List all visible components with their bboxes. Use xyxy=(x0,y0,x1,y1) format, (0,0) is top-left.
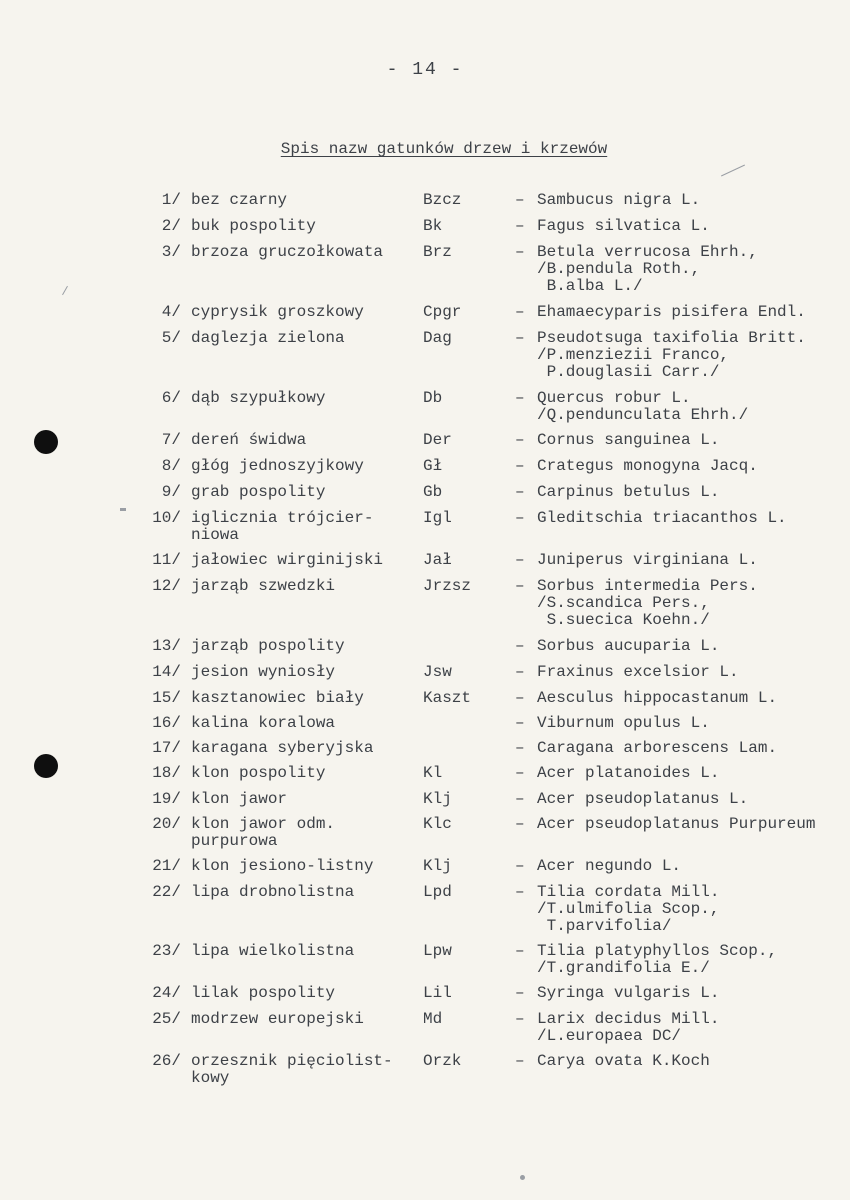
abbreviation: Klj xyxy=(423,790,452,808)
abbreviation: Der xyxy=(423,431,452,449)
entry-number: 26/ xyxy=(152,1052,181,1070)
entry-number: 4/ xyxy=(161,303,181,321)
separator-dash: – xyxy=(515,663,525,681)
polish-name: dąb szypułkowy xyxy=(191,389,326,407)
separator-dash: – xyxy=(515,483,525,501)
latin-name: Larix decidus Mill. /L.europaea DC/ xyxy=(537,1011,720,1045)
polish-name: głóg jednoszyjkowy xyxy=(191,457,364,475)
separator-dash: – xyxy=(515,942,525,960)
latin-name: Quercus robur L. /Q.pendunculata Ehrh./ xyxy=(537,390,749,424)
polish-name: jarząb pospolity xyxy=(191,637,345,655)
separator-dash: – xyxy=(515,551,525,569)
abbreviation: Orzk xyxy=(423,1052,462,1070)
entry-number: 8/ xyxy=(161,457,181,475)
separator-dash: – xyxy=(515,790,525,808)
latin-name: Acer platanoides L. xyxy=(537,765,720,782)
separator-dash: – xyxy=(515,883,525,901)
abbreviation: Lpw xyxy=(423,942,452,960)
abbreviation: Dag xyxy=(423,329,452,347)
latin-name: Juniperus virginiana L. xyxy=(537,552,758,569)
separator-dash: – xyxy=(515,764,525,782)
polish-name: lipa drobnolistna xyxy=(191,883,355,901)
separator-dash: – xyxy=(515,984,525,1002)
separator-dash: – xyxy=(515,637,525,655)
separator-dash: – xyxy=(515,577,525,595)
polish-name: daglezja zielona xyxy=(191,329,345,347)
latin-name: Fraxinus excelsior L. xyxy=(537,664,739,681)
dust-dot xyxy=(520,1175,525,1180)
abbreviation: Klc xyxy=(423,815,452,833)
abbreviation: Klj xyxy=(423,857,452,875)
polish-name: karagana syberyjska xyxy=(191,739,374,757)
separator-dash: – xyxy=(515,329,525,347)
latin-name: Crategus monogyna Jacq. xyxy=(537,458,758,475)
latin-name: Sorbus intermedia Pers. /S.scandica Pers., S.suecica Koehn./ xyxy=(537,578,758,629)
abbreviation: Jsw xyxy=(423,663,452,681)
latin-name: Cornus sanguinea L. xyxy=(537,432,720,449)
latin-name: Sambucus nigra L. xyxy=(537,192,701,209)
latin-name: Pseudotsuga taxifolia Britt. /P.menziezii Franco, P.douglasii Carr./ xyxy=(537,330,806,381)
abbreviation: Gł xyxy=(423,457,443,475)
polish-name: lipa wielkolistna xyxy=(191,942,355,960)
entry-number: 7/ xyxy=(161,431,181,449)
entry-number: 15/ xyxy=(152,689,181,707)
latin-name: Viburnum opulus L. xyxy=(537,715,710,732)
entry-number: 22/ xyxy=(152,883,181,901)
polish-name: buk pospolity xyxy=(191,217,316,235)
polish-name: lilak pospolity xyxy=(191,984,336,1002)
latin-name: Gleditschia triacanthos L. xyxy=(537,510,787,527)
latin-name: Caragana arborescens Lam. xyxy=(537,740,778,757)
entry-number: 21/ xyxy=(152,857,181,875)
entry-number: 10/ xyxy=(152,509,181,527)
entry-number: 13/ xyxy=(152,637,181,655)
latin-name: Tilia platyphyllos Scop., /T.grandifolia E./ xyxy=(537,943,778,977)
separator-dash: – xyxy=(515,857,525,875)
entry-number: 14/ xyxy=(152,663,181,681)
document-title xyxy=(0,140,850,158)
latin-name: Betula verrucosa Ehrh., /B.pendula Roth., B.alba L./ xyxy=(537,244,758,295)
polish-name: dereń świdwa xyxy=(191,431,307,449)
abbreviation: Kaszt xyxy=(423,689,472,707)
page-number: - 14 - xyxy=(386,60,464,80)
polish-name: grab pospolity xyxy=(191,483,326,501)
entry-number: 3/ xyxy=(161,243,181,261)
abbreviation: Kl xyxy=(423,764,443,782)
polish-name: jesion wyniosły xyxy=(191,663,336,681)
polish-name: klon jesiono-listny xyxy=(191,857,374,875)
entry-number: 24/ xyxy=(152,984,181,1002)
separator-dash: – xyxy=(515,1052,525,1070)
latin-name: Carpinus betulus L. xyxy=(537,484,720,501)
abbreviation: Gb xyxy=(423,483,443,501)
pen-mark xyxy=(120,508,126,511)
abbreviation: Cpgr xyxy=(423,303,462,321)
latin-name: Acer pseudoplatanus L. xyxy=(537,791,749,808)
polish-name: klon jawor xyxy=(191,790,288,808)
entry-number: 17/ xyxy=(152,739,181,757)
entry-number: 6/ xyxy=(161,389,181,407)
polish-name: kalina koralowa xyxy=(191,714,336,732)
entry-number: 12/ xyxy=(152,577,181,595)
entry-number: 18/ xyxy=(152,764,181,782)
abbreviation: Lpd xyxy=(423,883,452,901)
polish-name: brzoza gruczołkowata xyxy=(191,243,384,261)
entry-number: 1/ xyxy=(161,191,181,209)
abbreviation: Jrzsz xyxy=(423,577,472,595)
entry-number: 20/ xyxy=(152,815,181,833)
polish-name: jałowiec wirginijski xyxy=(191,551,384,569)
latin-name: Acer negundo L. xyxy=(537,858,682,875)
latin-name: Aesculus hippocastanum L. xyxy=(537,690,778,707)
pen-mark xyxy=(721,165,745,177)
abbreviation: Igl xyxy=(423,509,452,527)
latin-name: Acer pseudoplatanus Purpureum xyxy=(537,816,816,833)
entry-number: 25/ xyxy=(152,1010,181,1028)
separator-dash: – xyxy=(515,457,525,475)
polish-name: klon jawor odm. purpurowa xyxy=(191,815,336,850)
separator-dash: – xyxy=(515,217,525,235)
punch-hole-bottom xyxy=(34,754,58,778)
abbreviation: Brz xyxy=(423,243,452,261)
abbreviation: Lil xyxy=(423,984,452,1002)
separator-dash: – xyxy=(515,714,525,732)
separator-dash: – xyxy=(515,689,525,707)
abbreviation: Bk xyxy=(423,217,443,235)
polish-name: klon pospolity xyxy=(191,764,326,782)
separator-dash: – xyxy=(515,243,525,261)
separator-dash: – xyxy=(515,815,525,833)
polish-name: cyprysik groszkowy xyxy=(191,303,364,321)
pen-mark xyxy=(62,286,68,295)
polish-name: orzesznik pięciolist- kowy xyxy=(191,1052,393,1087)
separator-dash: – xyxy=(515,389,525,407)
latin-name: Ehamaecyparis pisifera Endl. xyxy=(537,304,806,321)
punch-hole-top xyxy=(34,430,58,454)
abbreviation: Jał xyxy=(423,551,452,569)
entry-number: 16/ xyxy=(152,714,181,732)
entry-number: 2/ xyxy=(161,217,181,235)
entry-number: 5/ xyxy=(161,329,181,347)
latin-name: Sorbus aucuparia L. xyxy=(537,638,720,655)
entry-number: 11/ xyxy=(152,551,181,569)
title-text: Spis nazw gatunków drzew i krzewów xyxy=(280,140,608,158)
polish-name: kasztanowiec biały xyxy=(191,689,364,707)
polish-name: bez czarny xyxy=(191,191,288,209)
abbreviation: Db xyxy=(423,389,443,407)
entry-number: 19/ xyxy=(152,790,181,808)
latin-name: Carya ovata K.Koch xyxy=(537,1053,710,1070)
separator-dash: – xyxy=(515,1010,525,1028)
entry-number: 9/ xyxy=(161,483,181,501)
abbreviation: Md xyxy=(423,1010,443,1028)
separator-dash: – xyxy=(515,509,525,527)
separator-dash: – xyxy=(515,303,525,321)
latin-name: Fagus silvatica L. xyxy=(537,218,710,235)
separator-dash: – xyxy=(515,191,525,209)
separator-dash: – xyxy=(515,739,525,757)
polish-name: iglicznia trójcier- niowa xyxy=(191,509,374,544)
polish-name: modrzew europejski xyxy=(191,1010,364,1028)
entry-number: 23/ xyxy=(152,942,181,960)
latin-name: Tilia cordata Mill. /T.ulmifolia Scop., T.parvifolia/ xyxy=(537,884,720,935)
polish-name: jarząb szwedzki xyxy=(191,577,336,595)
abbreviation: Bzcz xyxy=(423,191,462,209)
latin-name: Syringa vulgaris L. xyxy=(537,985,720,1002)
separator-dash: – xyxy=(515,431,525,449)
